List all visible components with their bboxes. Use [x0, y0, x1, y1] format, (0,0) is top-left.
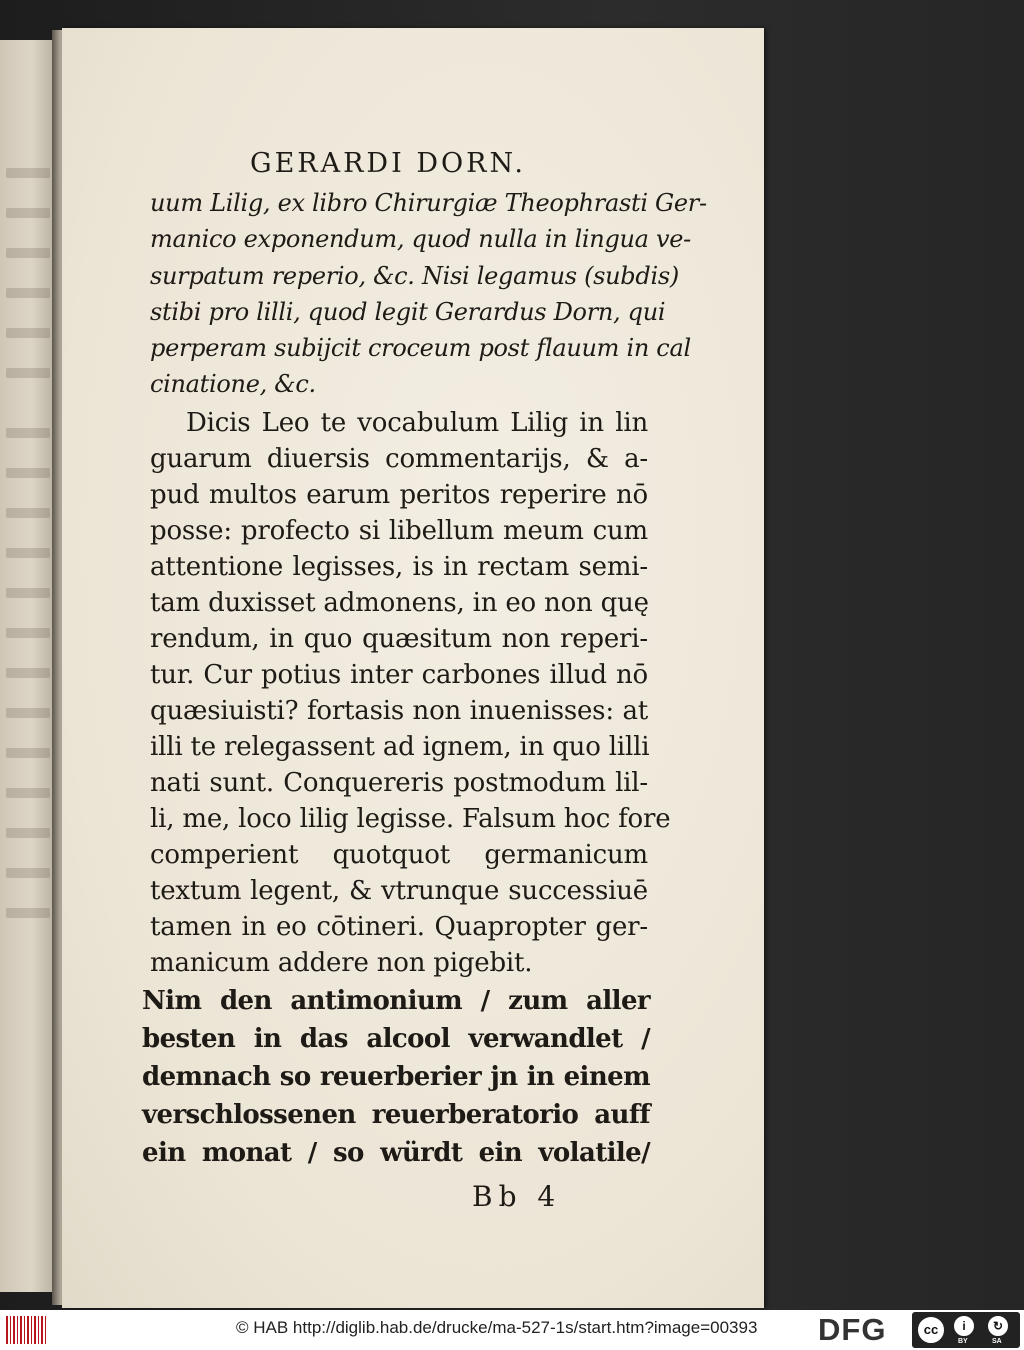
dfg-logo[interactable]: DFG: [818, 1312, 887, 1347]
italic-line: perperam subijcit croceum post flauum in cal: [150, 334, 691, 362]
blackletter-line: Nim den antimonium / zum aller: [142, 986, 650, 1016]
share-alike-icon: ↻: [986, 1314, 1010, 1338]
hab-barcode-icon: [6, 1316, 46, 1344]
cc-license-badge[interactable]: [912, 1312, 1020, 1348]
text-line: illi te relegassent ad ignem, in quo lilli: [150, 732, 650, 762]
blackletter-line: besten in das alcool verwandlet /: [142, 1024, 650, 1054]
text-line: comperient quotquot germanicum: [150, 840, 648, 870]
signature-mark: Bb 4: [472, 1180, 562, 1213]
text-line: manicum addere non pigebit.: [150, 948, 533, 978]
attribution-icon: i: [952, 1314, 976, 1338]
text-line: rendum, in quo quæsitum non reperi-: [150, 624, 648, 654]
italic-line: manico exponendum, quod nulla in lingua ve-: [150, 225, 691, 253]
blackletter-line: demnach so reuerberier jn in einem: [142, 1062, 650, 1092]
text-line: posse: profecto si libellum meum cum: [150, 516, 648, 546]
copyright-link[interactable]: © HAB http://diglib.hab.de/drucke/ma-527-1s/start.htm?image=00393: [236, 1318, 758, 1337]
footer-bar: [0, 1310, 1024, 1350]
by-label: BY: [958, 1338, 968, 1345]
text-line: tur. Cur potius inter carbones illud nō: [150, 660, 648, 690]
sa-label: SA: [992, 1338, 1002, 1345]
running-header: GERARDI DORN.: [250, 148, 526, 179]
text-line: attentione legisses, is in rectam semi-: [150, 552, 648, 582]
text-line: Dicis Leo te vocabulum Lilig in lin: [186, 408, 648, 438]
scanned-page: [62, 28, 764, 1308]
italic-line: uum Lilig, ex libro Chirurgiæ Theophrasti Ger-: [150, 189, 707, 217]
facing-page-edge: [0, 40, 54, 1292]
text-line: nati sunt. Conquereris postmodum lil-: [150, 768, 648, 798]
text-line: tamen in eo cōtineri. Quapropter ger-: [150, 912, 648, 942]
blackletter-line: verschlossenen reuerberatorio auff: [142, 1100, 650, 1130]
text-line: tam duxisset admonens, in eo non quę: [150, 588, 649, 618]
text-line: pud multos earum peritos reperire nō: [150, 480, 648, 510]
italic-line: surpatum reperio, &c. Nisi legamus (subdis): [150, 262, 679, 290]
text-line: quæsiuisti? fortasis non inuenisses: at: [150, 696, 648, 726]
text-line: textum legent, & vtrunque successiuē: [150, 876, 648, 906]
text-line: guarum diuersis commentarijs, & a-: [150, 444, 648, 474]
cc-icon: cc: [916, 1315, 946, 1345]
italic-line: cinatione, &c.: [150, 370, 316, 398]
text-line: li, me, loco lilig legisse. Falsum hoc fore: [150, 804, 671, 834]
blackletter-line: ein monat / so würdt ein volatile/: [142, 1138, 650, 1168]
italic-line: stibi pro lilli, quod legit Gerardus Dorn, qui: [150, 298, 666, 326]
